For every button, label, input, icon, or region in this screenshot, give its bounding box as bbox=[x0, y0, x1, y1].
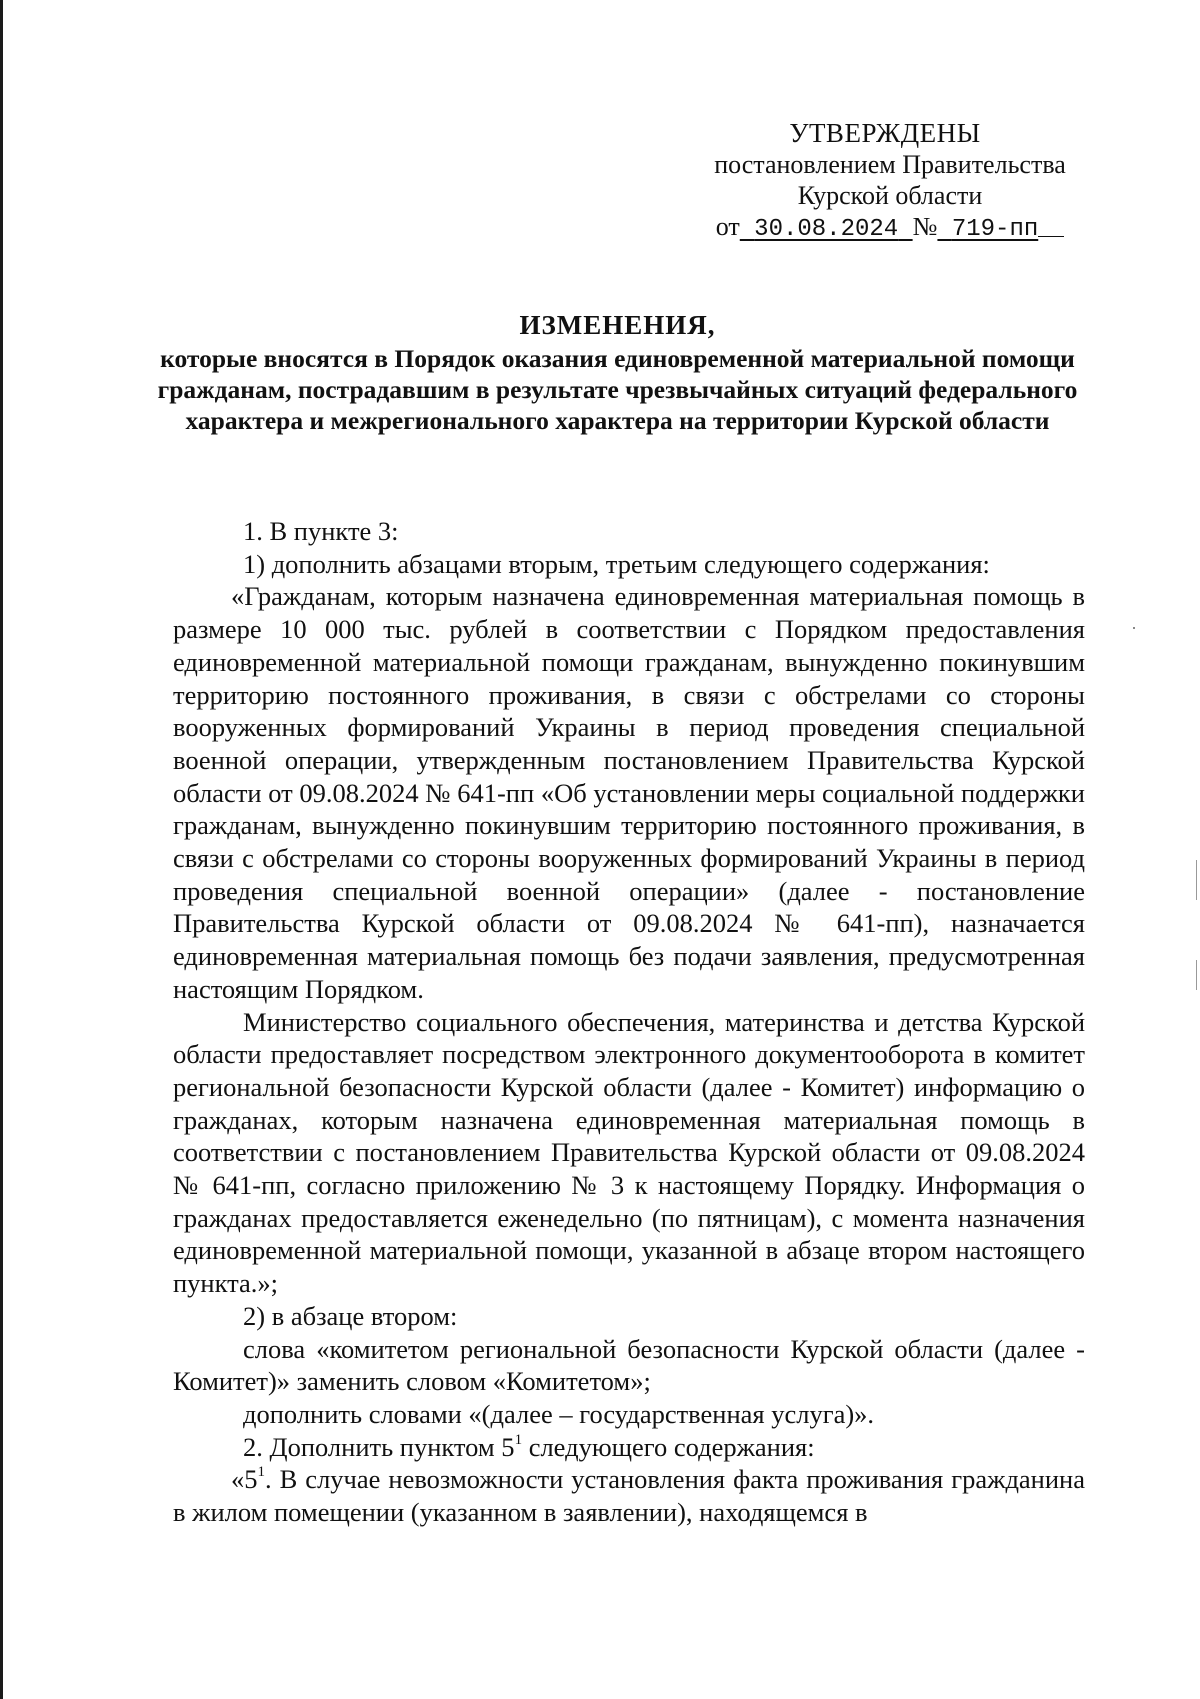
document-title: ИЗМЕНЕНИЯ, bbox=[519, 310, 716, 340]
paragraph-item-1: 1. В пункте 3: bbox=[243, 516, 399, 546]
approval-number-sign: № bbox=[912, 212, 938, 241]
approval-number-underline bbox=[1038, 236, 1064, 237]
scan-page-edge bbox=[0, 0, 3, 1699]
superscript: 1 bbox=[257, 1464, 265, 1481]
approval-date-prefix: от bbox=[715, 212, 740, 241]
paragraph-item-1-sub-2-a: слова «комитетом региональной безопасности Курской области (далее - Комитет)» заменить словом «Комитетом»; bbox=[173, 1333, 1085, 1397]
approval-title: УТВЕРЖДЕНЫ bbox=[789, 118, 981, 148]
paragraph-item-2-quote: «$5^1$. В случае невозможности установления факта проживания гражданина в жилом помещении (указанном в заявлении), находящемся в bbox=[173, 1464, 1085, 1528]
document-heading bbox=[150, 310, 1085, 436]
scan-artifact bbox=[1133, 627, 1135, 629]
paragraph-item-1-sub-1: 1) дополнить абзацами вторым, третьим следующего содержания: bbox=[243, 548, 990, 579]
paragraph-quote-1: «Гражданам, которым назначена единовременная материальная помощь в размере 10 000 тыс. рублей в соответствии с Порядком предоставления единовременной материальной помощи гражданам, вынужденно покинувшим территорию постоянного проживания, в связи с обстрелами со стороны вооруженных формирований Украины в период проведения специальной военной операции, утвержденным постановлением Правительства Курской области от 09.08.2024 № 641-пп «Об установлении меры социальной поддержки гражданам, вынужденно покинувшим территорию постоянного проживания, в связи с обстрелами со стороны вооруженных формирований Украины в период проведения специальной военной операции» (далее - постановление Правительства Курской области от 09.08.2024 № 641-пп), назначается единовременная материальная помощь без подачи заявления, предусмотренная настоящим Порядком. bbox=[173, 581, 1085, 1004]
approval-date-line bbox=[716, 211, 1065, 245]
paragraph-quote-2: Министерство социального обеспечения, материнства и детства Курской области предоставляет посредством электронного документооборота в комитет региональной безопасности Курской области (далее - Комитет) информацию о гражданах, которым назначена единовременная материальная помощь в соответствии с постановлением Правительства Курской области от 09.08.2024 № 641-пп, согласно приложению № 3 к настоящему Порядку. Информация о гражданах предоставляется еженедельно (по пятницам), с момента назначения единовременной материальной помощи, указанной в абзаце втором настоящего пункта.»; bbox=[173, 1006, 1085, 1299]
scan-artifact bbox=[1196, 860, 1197, 900]
paragraph-item-1-sub-2: 2) в абзаце втором: bbox=[243, 1300, 458, 1331]
approval-line-1: постановлением Правительства bbox=[714, 150, 1066, 179]
approval-block bbox=[690, 118, 1090, 245]
paragraph-item-2: 2. Дополнить пунктом $5^1$ следующего содержания: bbox=[243, 1431, 815, 1462]
scan-artifact bbox=[1196, 960, 1197, 990]
document-body bbox=[173, 515, 1085, 1529]
document-subtitle: которые вносятся в Порядок оказания единовременной материальной помощи гражданам, пострадавшим в результате чрезвычайных ситуаций федерального характера и межрегионального характера на территории Курской области bbox=[157, 344, 1078, 435]
approval-date: 30.08.2024 bbox=[754, 216, 899, 243]
superscript: 1 bbox=[514, 1431, 523, 1448]
paragraph-item-1-sub-2-b: дополнить словами «(далее – государственная услуга)». bbox=[243, 1398, 875, 1429]
approval-number: 719-пп bbox=[951, 216, 1039, 243]
approval-line-2: Курской области bbox=[797, 181, 983, 210]
